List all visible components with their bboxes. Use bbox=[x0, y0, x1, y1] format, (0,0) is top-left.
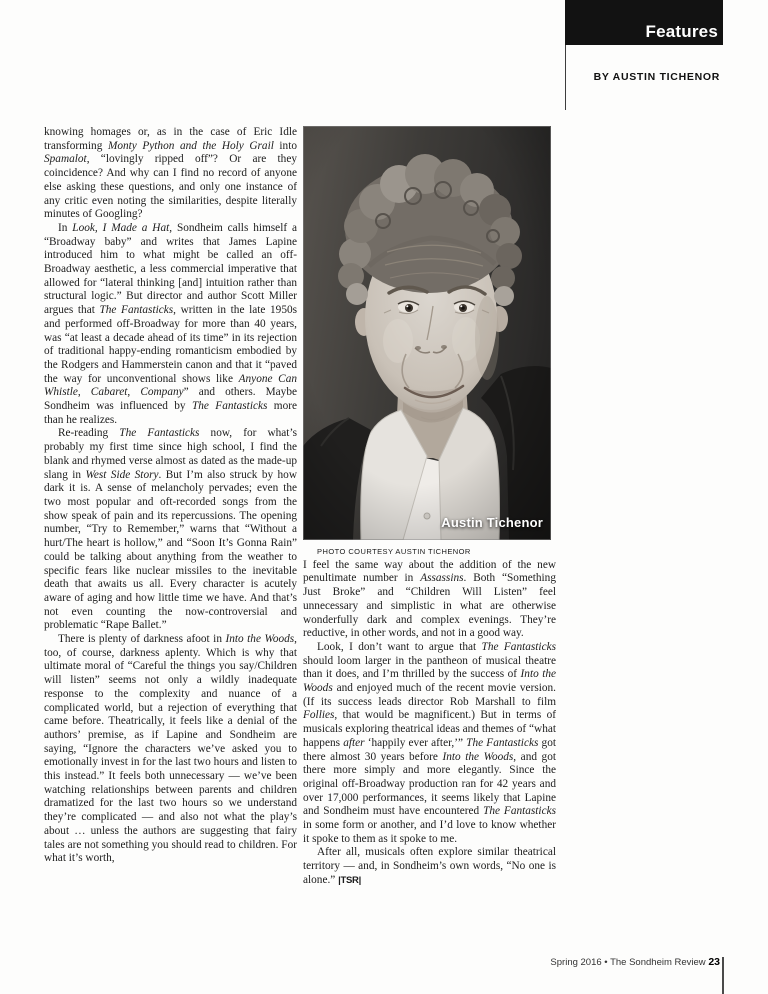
page-number: 23 bbox=[708, 956, 720, 968]
photo-credit: PHOTO COURTESY AUSTIN TICHENOR bbox=[317, 547, 471, 556]
section-label: Features bbox=[645, 22, 718, 41]
article-paragraph: In Look, I Made a Hat, Sondheim calls himself a “Broadway baby” and writes that James Lapine introduced him to what might be called an off-Broadway aesthetic, a less commercial imperative that allowed for “lateral thinking [and] intuition rather than structural logic.” But director and author Scott Miller argues that The Fantasticks, written in the late 1950s and performed off-Broadway for more than 40 years, was “at least a decade ahead of its time” in its rejection of traditional happy-ending romanticism embodied by the Rodgers and Hammerstein canon and that it “paved the way for unconventional shows like Anyone Can Whistle, Cabaret, Company” and others. Maybe Sondheim was influenced by The Fantasticks more than he realizes. bbox=[44, 221, 298, 426]
portrait-photo bbox=[303, 126, 551, 540]
article-paragraph: Look, I don’t want to argue that The Fantasticks should loom larger in the pantheon of musical theatre than it does, and I’m thrilled by the success of Into the Woods and enjoyed much of the recent movie version. (If its success leads director Rob Marshall to film Follies, that would be magnificent.) But in terms of musicals exploring theatrical ideas and themes of “what happens after ‘happily ever after,’” The Fantasticks got there almost 30 years before Into the Woods, and got there more simply and more elegantly. Since the original off-Broadway production ran for 42 years and over 17,000 performances, it seems likely that Lapine and Sondheim must have encountered The Fantasticks in some form or another, and I’d love to know whether it spoke to them as it spoke to me. bbox=[303, 640, 556, 845]
right-column bbox=[303, 126, 556, 888]
article-paragraph: Re-reading The Fantasticks now, for what’s probably my first time since high school, I find the blank and rhymed verse almost as dated as the made-up slang in West Side Story. But I’m also struck by how dark it is. A sense of melancholy pervades; even the two most popular and oft-recorded songs from the show speak of pain and its repercussions. The opening number, “Try to Remember,” warns that “Without a hurt/The heart is hollow,” and “Soon It’s Gonna Rain” could be talking about anything from the weather to specific fears like nuclear missiles to the inevitable death that awaits us all. Every character is acutely aware of aging and how little time we have. And that’s not even counting the now-controversial and problematic “Rape Ballet.” bbox=[44, 427, 297, 632]
byline: BY AUSTIN TICHENOR bbox=[593, 71, 720, 83]
article-paragraph: After all, musicals often explore similar theatrical territory — and, in Sondheim’s own words, “No one is alone.” |TSR| bbox=[303, 846, 556, 886]
article-body bbox=[44, 126, 556, 888]
article-paragraph: knowing homages or, as in the case of Eric Idle transforming Monty Python and the Holy Grail into Spamalot, “lovingly ripped off”? Or are they coincidence? And why can I find no record of anyone else asking these questions, and only one instance of any critic even noting the similarities, despite literally minutes of Googling? bbox=[44, 126, 297, 221]
portrait-photo-illustration bbox=[303, 126, 551, 540]
header-vertical-rule bbox=[565, 45, 566, 110]
photo-caption: Austin Tichenor bbox=[441, 515, 543, 531]
section-banner bbox=[565, 0, 723, 45]
article-paragraph: There is plenty of darkness afoot in Into the Woods, too, of course, darkness aplenty. Which is why that ultimate moral of “Careful the things you say/Children will listen” seems not only a wildly inadequate response to the complexity and nuance of a complicated world, but a rejection of everything that came before. Theatrically, it feels like a denial of the authors’ premise, as if Lapine and Sondheim are saying, “Ignore the characters we’ve asked you to emotionally invest in for the last two hours and listen to this instead.” It feels both unnecessary — we’ve been watching relationships between parents and children dramatized for the last two hours so we understand they’re complicated — and also not what the play’s about … unless the authors are suggesting that fairy tales are not something you should read to children. For what it’s worth, bbox=[44, 633, 297, 865]
footer-issue-text: Spring 2016 • The Sondheim Review bbox=[550, 957, 706, 968]
page-footer bbox=[550, 956, 720, 968]
left-column bbox=[44, 126, 297, 888]
article-paragraph: I feel the same way about the addition of the new penultimate number in Assassins. Both “Something Just Broke” and “Children Will Listen” feel unnecessary and simplistic in what are otherwise wonderfully dark and complex evenings. They’re reductive, in other words, and not in a good way. bbox=[303, 558, 556, 640]
footer-vertical-rule bbox=[722, 957, 724, 994]
